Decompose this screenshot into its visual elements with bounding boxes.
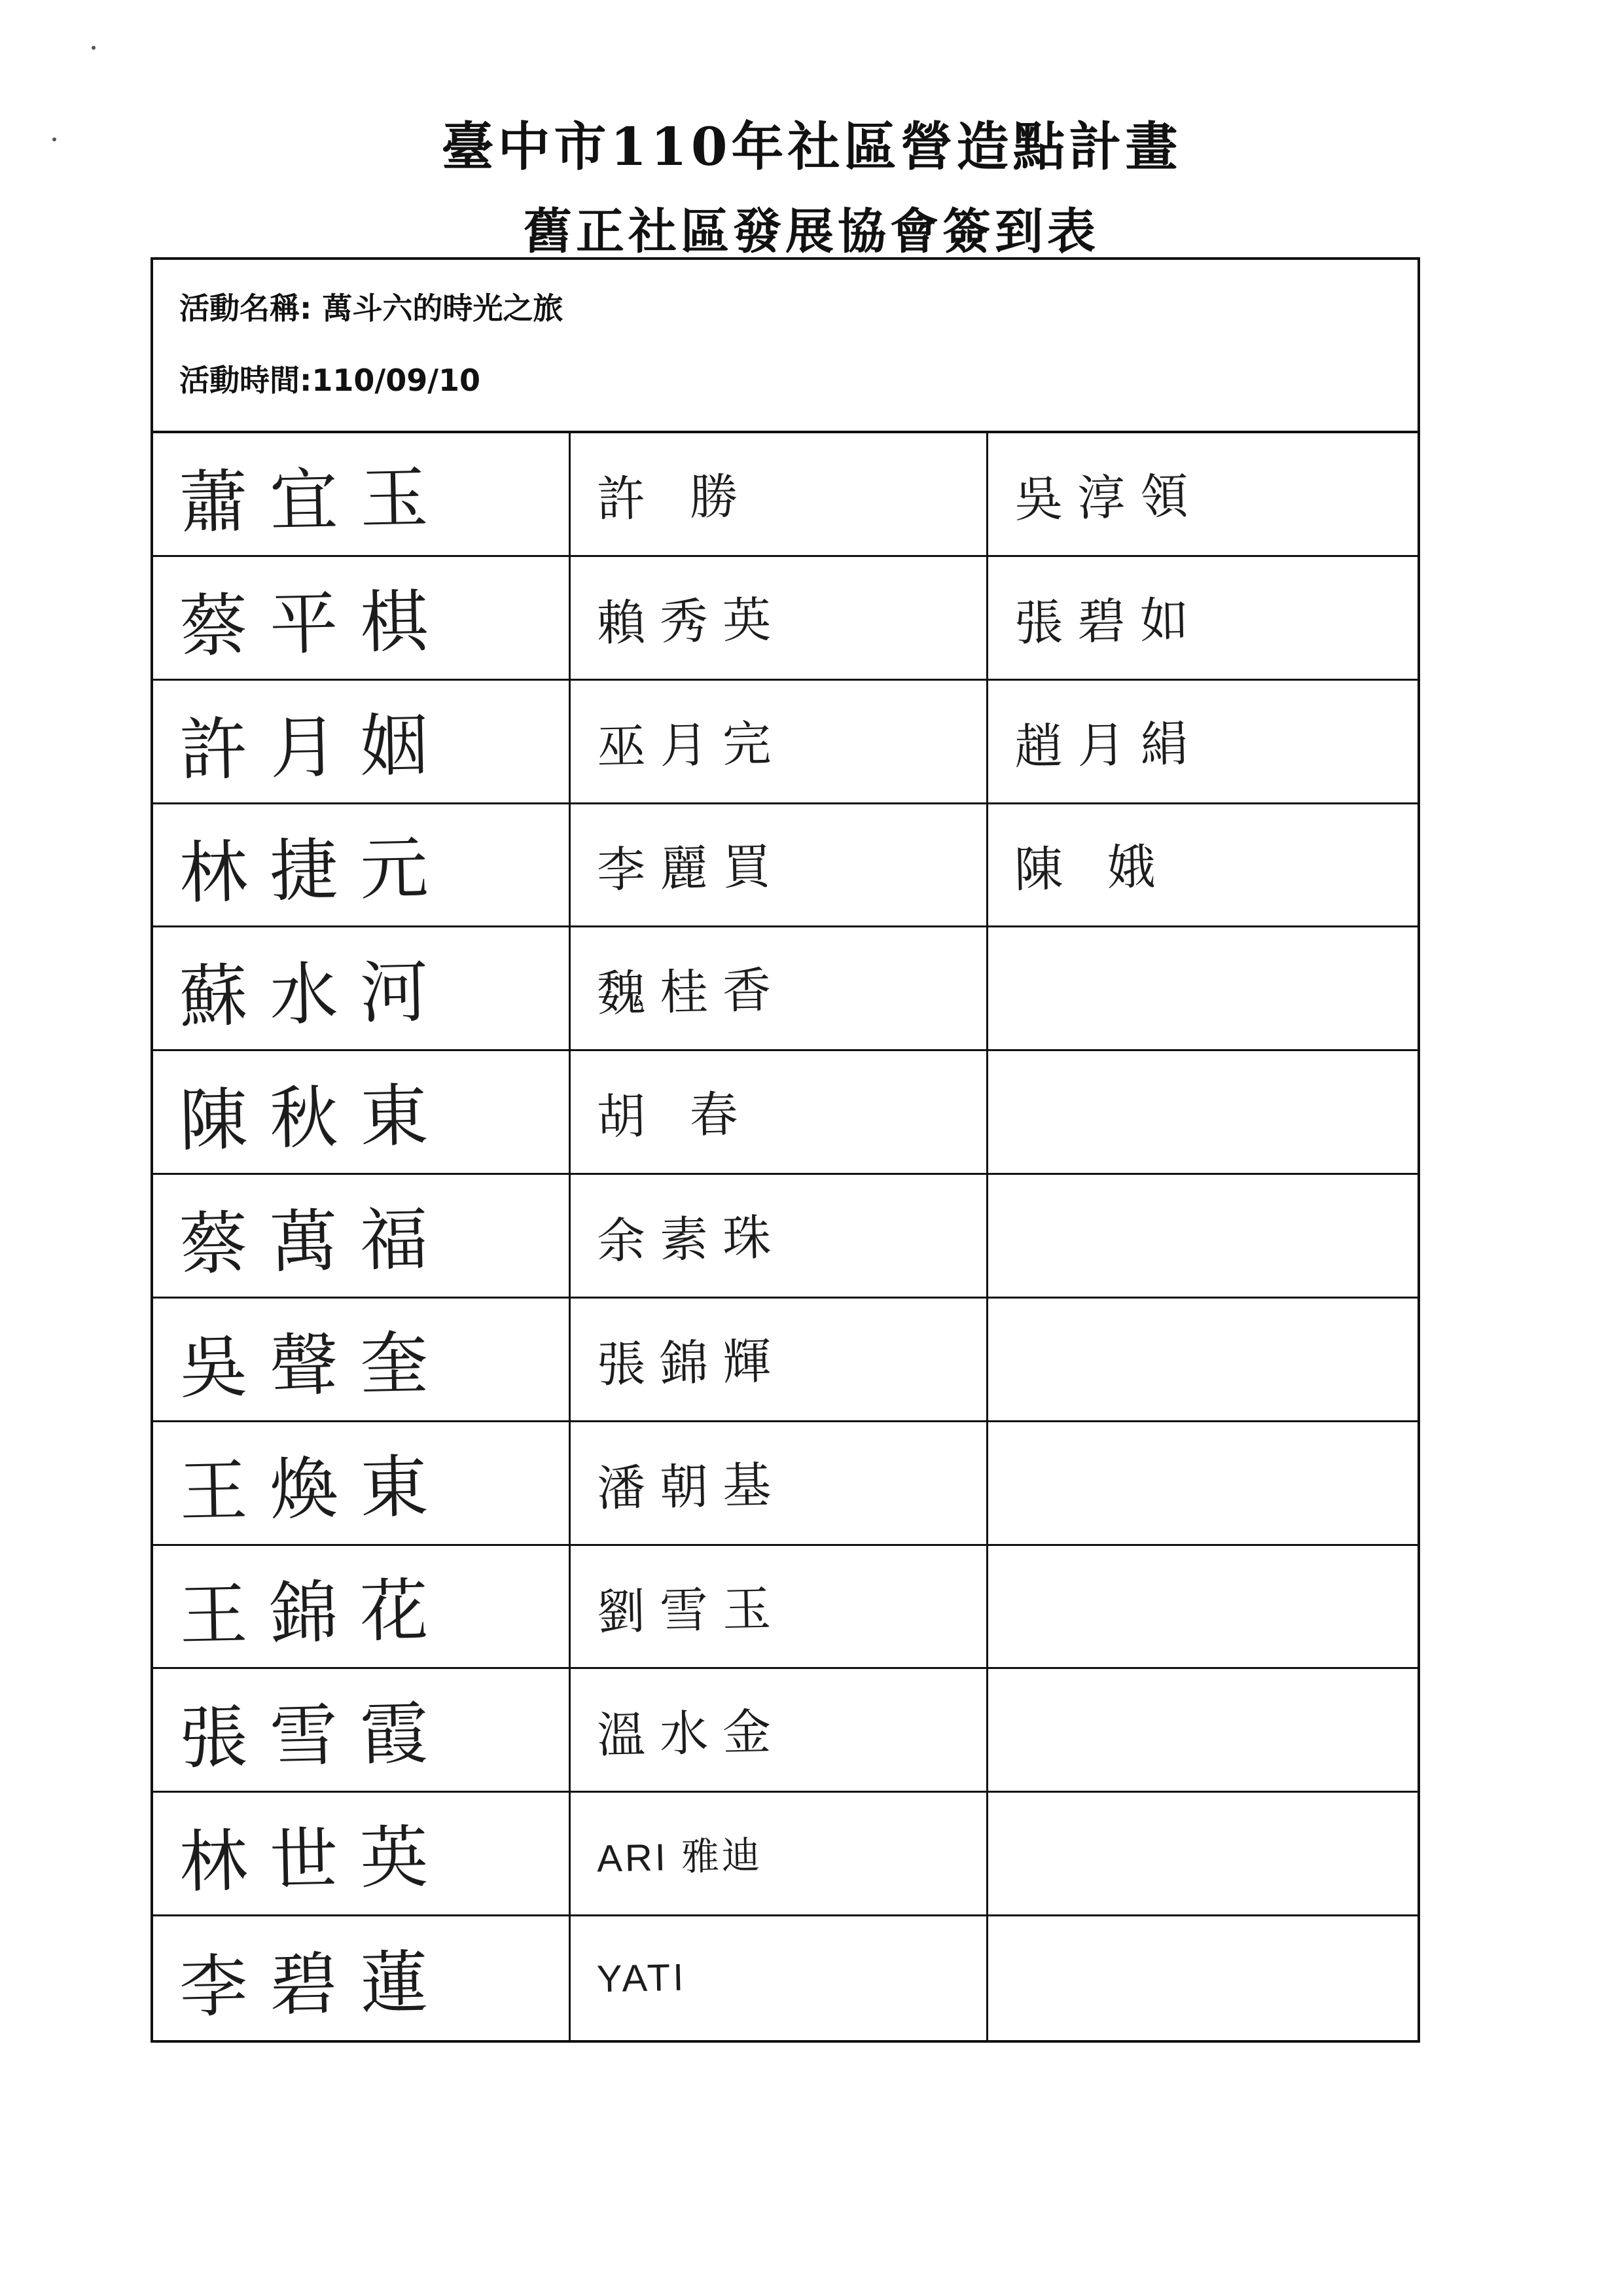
handwritten-signature: 巫月完	[596, 715, 786, 776]
signature-cell	[988, 1916, 1418, 2040]
handwritten-signature: 魏桂香	[596, 962, 786, 1023]
handwritten-signature: 陳 娥	[1014, 838, 1171, 899]
handwritten-signature: 溫水金	[596, 1704, 786, 1765]
signature-cell	[571, 1299, 988, 1422]
signature-cell	[571, 681, 988, 804]
handwritten-signature: 余素珠	[596, 1209, 786, 1270]
handwritten-signature: 蔡平棋	[178, 581, 452, 667]
signature-cell	[153, 1299, 571, 1422]
handwritten-signature: ARI 雅迪	[596, 1834, 763, 1880]
signature-cell	[153, 1175, 571, 1299]
handwritten-signature: 王錦花	[178, 1570, 452, 1655]
signature-cell	[988, 1793, 1418, 1916]
signature-cell	[988, 1422, 1418, 1546]
activity-name: 活動名稱: 萬斗六的時光之旅	[179, 291, 563, 326]
handwritten-signature: 張碧如	[1014, 591, 1204, 652]
signature-cell	[153, 1793, 571, 1916]
activity-time: 活動時間:110/09/10	[179, 363, 481, 398]
scan-speck	[92, 46, 96, 50]
signature-cell	[153, 681, 571, 804]
signature-cell	[153, 557, 571, 681]
signature-cell	[571, 1669, 988, 1793]
handwritten-signature: 王煥東	[178, 1446, 452, 1532]
signature-cell	[571, 1051, 988, 1175]
signature-cell	[571, 1916, 988, 2040]
handwritten-signature: 蕭宜玉	[178, 457, 452, 543]
signature-cell	[571, 1793, 988, 1916]
signature-grid	[153, 433, 1418, 2040]
handwritten-signature: 劉雪玉	[596, 1580, 786, 1641]
handwritten-signature: 吳淳領	[1014, 467, 1204, 528]
handwritten-signature: 潘朝基	[596, 1456, 786, 1517]
signature-cell	[153, 433, 571, 557]
handwritten-signature: 胡 春	[596, 1086, 753, 1146]
signature-cell	[153, 1051, 571, 1175]
signature-cell	[988, 927, 1418, 1051]
signature-cell	[988, 1546, 1418, 1670]
handwritten-signature: 趙月絹	[1014, 715, 1204, 776]
handwritten-signature: 張雪霞	[178, 1693, 452, 1779]
handwritten-signature: 賴秀英	[596, 591, 786, 652]
signature-cell	[571, 1175, 988, 1299]
signature-cell	[153, 1916, 571, 2040]
handwritten-signature: YATI	[596, 1956, 687, 2001]
signature-cell	[153, 804, 571, 928]
signature-cell	[153, 1422, 571, 1546]
document-title: 臺中市110年社區營造點計畫	[441, 116, 1182, 177]
handwritten-signature: 蔡萬福	[178, 1198, 452, 1285]
signature-cell	[153, 1546, 571, 1670]
signature-cell	[988, 1051, 1418, 1175]
signature-cell	[153, 1669, 571, 1793]
handwritten-signature: 李麗買	[596, 838, 786, 899]
handwritten-signature: 許 勝	[596, 468, 753, 528]
signature-cell	[571, 557, 988, 681]
handwritten-signature: 李碧蓮	[178, 1941, 452, 2027]
signature-cell	[571, 433, 988, 557]
signature-cell	[571, 804, 988, 928]
signature-cell	[571, 1422, 988, 1546]
signature-cell	[988, 681, 1418, 804]
activity-info-header	[153, 260, 1418, 433]
sign-in-sheet	[151, 257, 1420, 2043]
signature-cell	[571, 1546, 988, 1670]
signature-cell	[988, 1669, 1418, 1793]
handwritten-signature: 吳聲奎	[178, 1322, 452, 1408]
handwritten-signature: 陳秋東	[178, 1075, 452, 1161]
signature-cell	[988, 557, 1418, 681]
handwritten-signature: 蘇水河	[178, 951, 452, 1037]
signature-cell	[988, 1175, 1418, 1299]
signature-cell	[988, 433, 1418, 557]
document-subtitle: 舊正社區發展協會簽到表	[524, 204, 1099, 260]
handwritten-signature: 林世英	[178, 1816, 452, 1903]
handwritten-signature: 林捷元	[178, 828, 452, 914]
signature-cell	[988, 804, 1418, 928]
signature-cell	[988, 1299, 1418, 1422]
handwritten-signature: 張錦輝	[596, 1333, 786, 1393]
signature-cell	[571, 927, 988, 1051]
handwritten-signature: 許月姻	[178, 704, 452, 790]
signature-cell	[153, 927, 571, 1051]
